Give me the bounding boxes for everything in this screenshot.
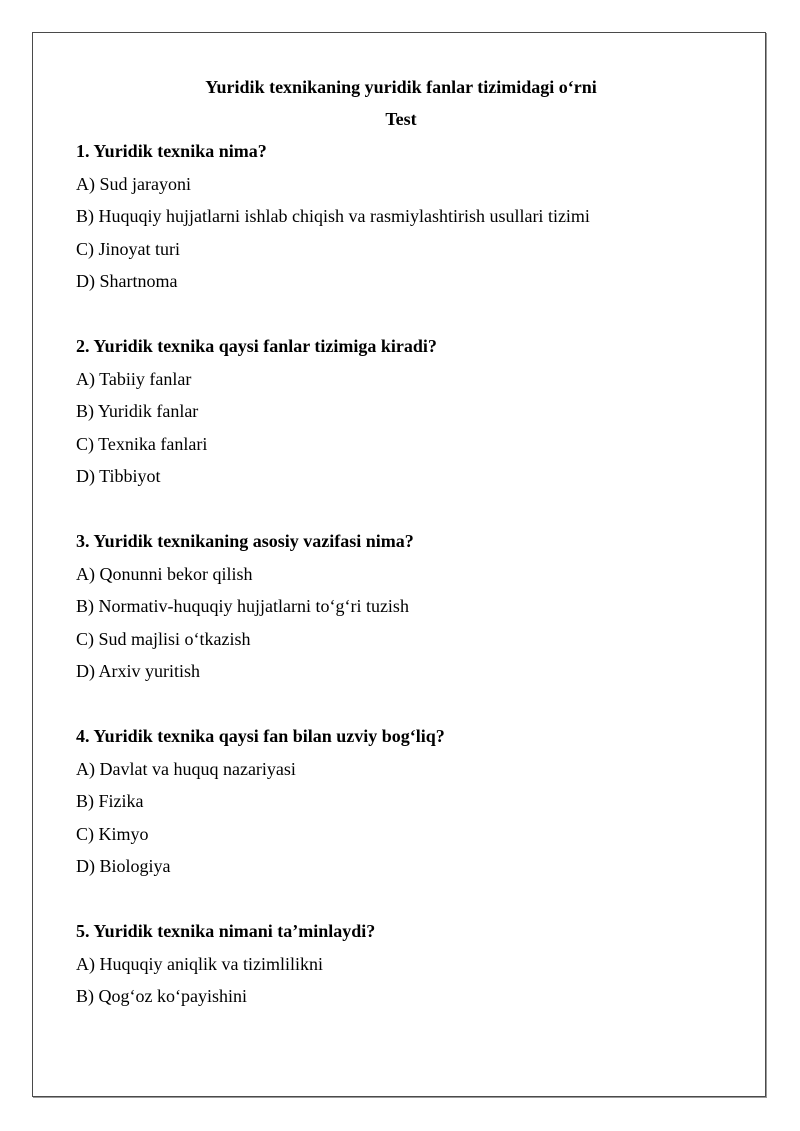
answer-option-b: B) Qog‘oz ko‘payishini [76,986,247,1006]
answer-option-b: B) Yuridik fanlar [76,401,199,421]
answer-option-a: A) Sud jarayoni [76,173,191,194]
question-text: 4. Yuridik texnika qaysi fan bilan uzviy bog‘liq? [76,726,445,746]
question-spacer [76,499,726,532]
answer-option-c: C) Kimyo [76,823,149,844]
question-spacer [76,304,726,337]
answer-option-b: B) Fizika [76,791,144,811]
question-text: 5. Yuridik texnika nimani ta’minlaydi? [76,921,376,941]
question-5 [76,921,726,1006]
question-spacer [76,694,726,727]
document-content [76,77,726,1019]
answer-option-c: C) Sud majlisi o‘tkazish [76,628,251,649]
question-spacer [76,889,726,922]
answer-option-a: A) Davlat va huquq nazariyasi [76,758,296,779]
answer-option-d: D) Biologiya [76,856,171,876]
document-page [32,32,766,1097]
answer-option-d: D) Shartnoma [76,271,178,291]
answer-option-a: A) Huquqiy aniqlik va tizimlilikni [76,953,323,974]
question-text: 2. Yuridik texnika qaysi fanlar tizimiga kiradi? [76,336,437,356]
question-text: 1. Yuridik texnika nima? [76,141,267,161]
answer-option-c: C) Jinoyat turi [76,238,180,259]
question-text: 3. Yuridik texnikaning asosiy vazifasi nima? [76,531,414,551]
answer-option-d: D) Tibbiyot [76,466,161,486]
answer-option-a: A) Tabiiy fanlar [76,368,192,389]
question-2 [76,336,726,486]
document-title: Yuridik texnikaning yuridik fanlar tizimidagi o‘rni [205,77,597,97]
answer-option-a: A) Qonunni bekor qilish [76,563,253,584]
answer-option-b: B) Huquqiy hujjatlarni ishlab chiqish va rasmiylashtirish usullari tizimi [76,206,590,226]
question-1 [76,141,726,291]
question-3 [76,531,726,681]
answer-option-c: C) Texnika fanlari [76,433,208,454]
document-subtitle: Test [385,109,417,129]
answer-option-d: D) Arxiv yuritish [76,661,200,681]
question-4 [76,726,726,876]
answer-option-b: B) Normativ-huquqiy hujjatlarni to‘g‘ri tuzish [76,596,409,616]
